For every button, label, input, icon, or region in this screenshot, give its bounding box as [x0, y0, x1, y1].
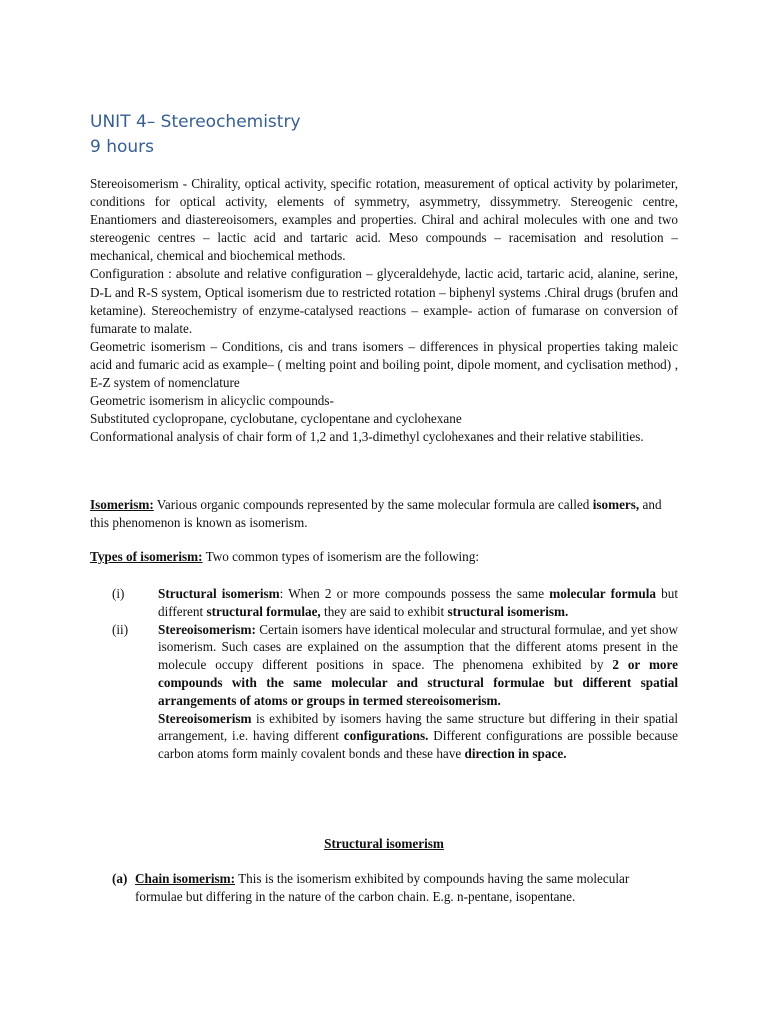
types-intro: Types of isomerism: Two common types of isomerism are the following:: [90, 549, 480, 564]
isomerism-term: Isomerism:: [90, 497, 154, 512]
chain-isomerism-term: Chain isomerism:: [135, 871, 236, 886]
syllabus-paragraph: Substituted cyclopropane, cyclobutane, cyclopentane and cyclohexane: [90, 411, 462, 427]
item-number: (ii): [112, 621, 129, 637]
item-label: (a): [112, 871, 128, 886]
list-item-stereo: (ii) Stereoisomerism: Certain isomers have identical molecular and structural formulae, and yet show isomerism. Such cases are explained on the assumption that the different atoms present in the molecule occupy different positions in space. The phenomena exhibited by 2 or more compounds with the same molecular and structural formulae but different spatial arrangements of atoms or groups in termed stereoisomerism. Stereoisomerism is exhibited by isomers having the same structure but differing in their spatial arrangement, i.e. having different configurations. Different configurations are possible because carbon atoms form mainly covalent bonds and these have direction in space.: [112, 621, 678, 762]
syllabus-paragraph: Geometric isomerism in alicyclic compounds-: [90, 393, 334, 409]
item-number: (i): [112, 586, 125, 601]
syllabus-paragraph: Configuration : absolute and relative configuration – glyceraldehyde, lactic acid, tartaric acid, alanine, serine, D-L and R-S system, Optical isomerism due to restricted rotation – biphenyl systems .Chiral drugs (brufen and ketamine). Stereochemistry of enzyme-catalysed reactions – example- action of fumarase on conversion of fumarate to malate.: [90, 266, 678, 336]
unit-title: UNIT 4– Stereochemistry: [90, 112, 301, 132]
syllabus-paragraph: Geometric isomerism – Conditions, cis and trans isomers – differences in physical properties taking maleic acid and fumaric acid as example– ( melting point and boiling point, dipole moment, and cyclisation method) , E-Z system of nomenclature: [90, 338, 678, 391]
types-term: Types of isomerism:: [90, 549, 203, 564]
list-item-structural: (i) Structural isomerism: When 2 or more compounds possess the same molecular formula but different structural formulae, they are said to exhibit structural isomerism.: [112, 586, 679, 619]
structural-isomerism-heading: Structural isomerism: [324, 836, 444, 851]
unit-hours: 9 hours: [90, 137, 155, 157]
chain-isomerism-item: (a) Chain isomerism: This is the isomerism exhibited by compounds having the same molecular formulae but differing in the nature of the carbon chain. E.g. n-pentane, isopentane.: [112, 871, 630, 904]
unit-heading: [90, 110, 301, 160]
syllabus-paragraph: Stereoisomerism - Chirality, optical activity, specific rotation, measurement of optical activity by polarimeter, conditions for optical activity, elements of symmetry, asymmetry, dissymmetry. Stereogenic centre, Enantiomers and diastereoisomers, examples and properties. Chiral and achiral molecules with one and two stereogenic centres – lactic acid and tartaric acid. Meso compounds – racemisation and resolution – mechanical, chemical and biochemical methods.: [90, 176, 678, 264]
syllabus-paragraph: Conformational analysis of chair form of 1,2 and 1,3-dimethyl cyclohexanes and their relative stabilities.: [90, 429, 644, 445]
isomerism-definition: Isomerism: Various organic compounds represented by the same molecular formula are called isomers, and this phenomenon is known as isomerism.: [90, 497, 662, 530]
isomers-term: isomers,: [592, 497, 640, 512]
types-list: [90, 585, 678, 763]
syllabus-text: [90, 175, 678, 446]
